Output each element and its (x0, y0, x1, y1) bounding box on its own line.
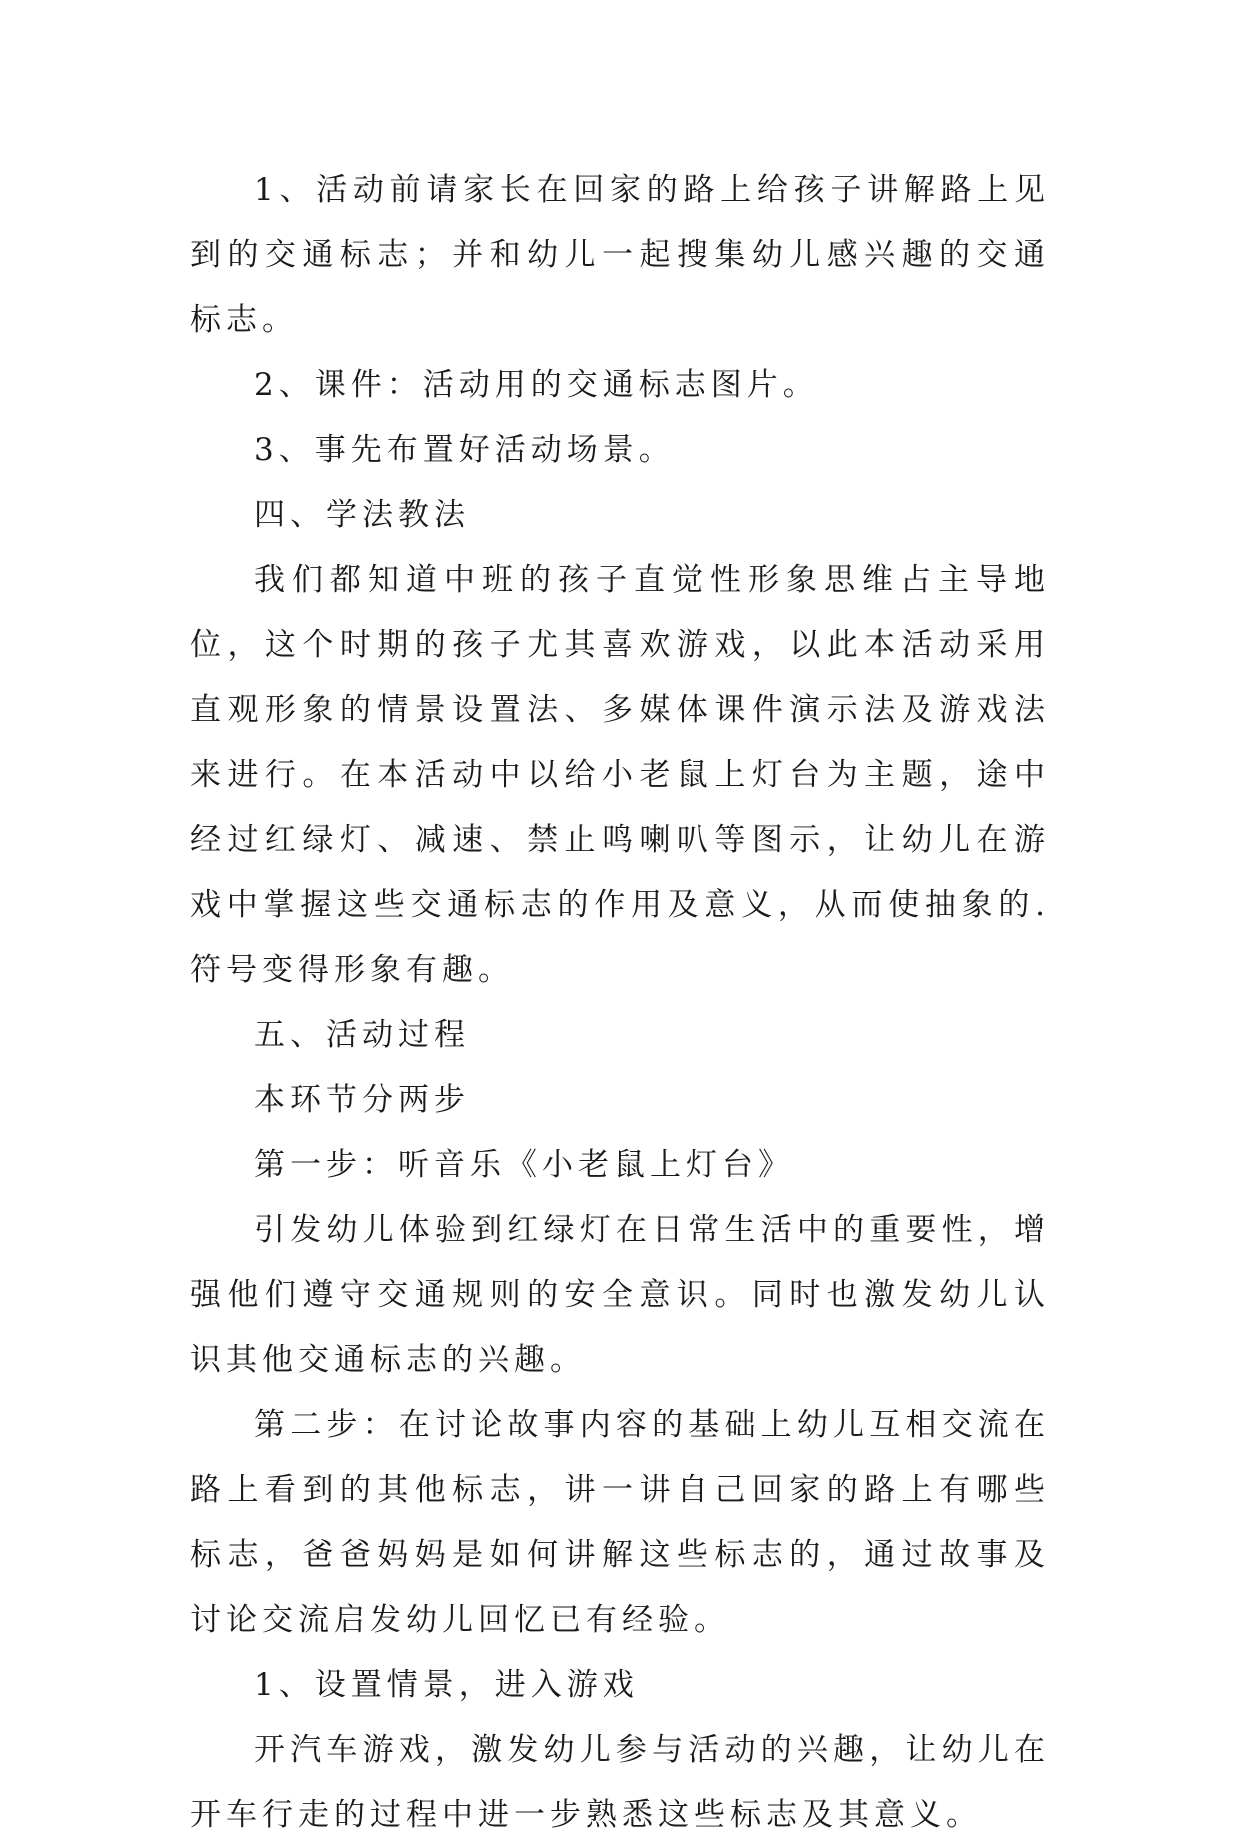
paragraph-step-1-detail: 引发幼儿体验到红绿灯在日常生活中的重要性，增强他们遵守交通规则的安全意识。同时也激发幼儿认识其他交通标志的兴趣。 (190, 1212, 1050, 1378)
paragraph-game-heading: 1、设置情景，进入游戏 (254, 1667, 639, 1703)
section-heading-methods: 四、学法教法 (254, 497, 470, 533)
paragraph-game-detail: 开汽车游戏，激发幼儿参与活动的兴趣，让幼儿在开车行走的过程中进一步熟悉这些标志及其意义。 (190, 1732, 1050, 1833)
paragraph-two-steps: 本环节分两步 (254, 1082, 470, 1118)
paragraph-prep-1: 1、活动前请家长在回家的路上给孩子讲解路上见到的交通标志；并和幼儿一起搜集幼儿感兴趣的交通标志。 (190, 172, 1050, 338)
paragraph-prep-2: 2、课件：活动用的交通标志图片。 (254, 367, 819, 403)
paragraph-methods: 我们都知道中班的孩子直觉性形象思维占主导地位，这个时期的孩子尤其喜欢游戏，以此本活动采用直观形象的情景设置法、多媒体课件演示法及游戏法来进行。在本活动中以给小老鼠上灯台为主题，途中经过红绿灯、减速、禁止鸣喇叭等图示，让幼儿在游戏中掌握这些交通标志的作用及意义，从而使抽象的.符号变得形象有趣。 (190, 562, 1050, 988)
document-body (190, 158, 1050, 1848)
section-heading-process: 五、活动过程 (254, 1017, 470, 1053)
paragraph-step-2: 第二步：在讨论故事内容的基础上幼儿互相交流在路上看到的其他标志，讲一讲自己回家的路上有哪些标志，爸爸妈妈是如何讲解这些标志的，通过故事及讨论交流启发幼儿回忆已有经验。 (190, 1407, 1050, 1638)
paragraph-step-1: 第一步：听音乐《小老鼠上灯台》 (254, 1147, 794, 1183)
paragraph-prep-3: 3、事先布置好活动场景。 (254, 432, 675, 468)
